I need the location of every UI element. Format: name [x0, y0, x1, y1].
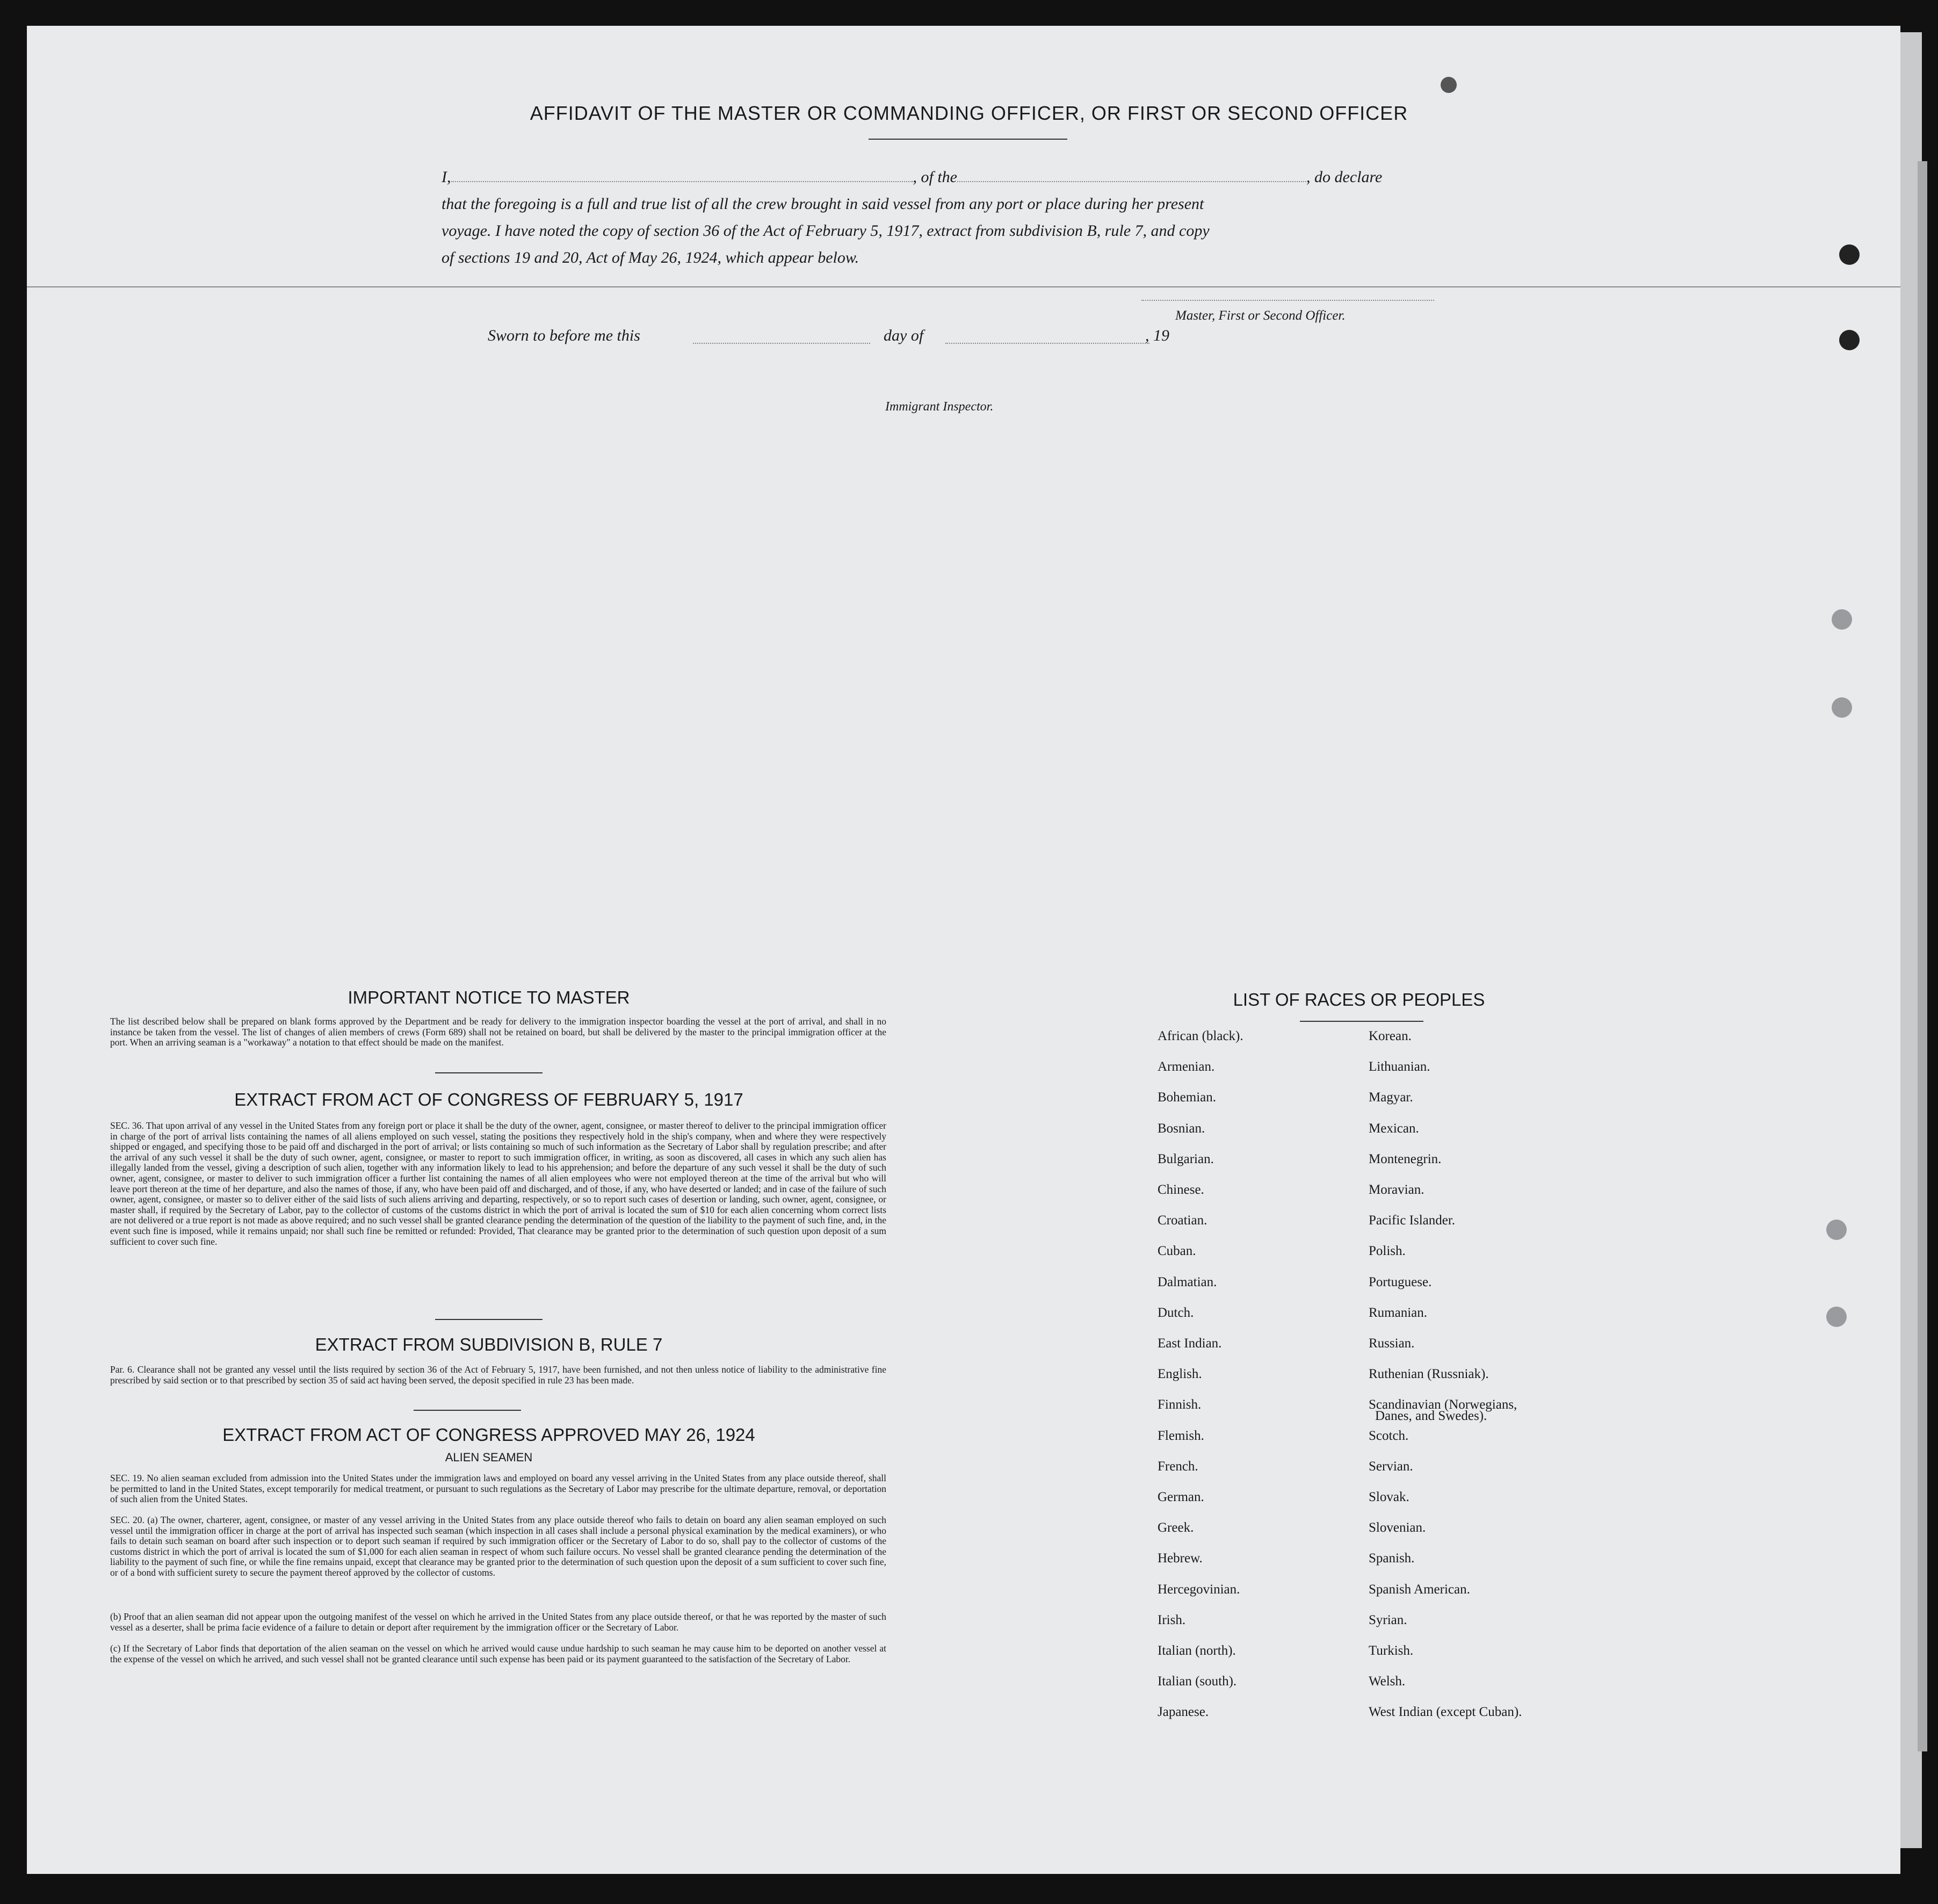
- extract-1924-sec19: SEC. 19. No alien seaman excluded from admission into the United States under the immigration laws and employed on board any vessel arriving in the United States from any place outside thereof, shall be permitted to land in the United States, except temporarily for medical treatment, or pursuant to such regulations as the Secretary of Labor may prescribe for the ultimate departure, removal, or deportation of such alien from the United States.: [110, 1473, 886, 1505]
- binder-hole-icon: [1839, 244, 1860, 265]
- document-page: [27, 26, 1900, 1874]
- declaration-line-2: that the foregoing is a full and true list of all the crew brought in said vessel from any port or place during her present: [442, 195, 1204, 213]
- vessel-blank[interactable]: [957, 181, 1306, 182]
- year-label: , 19: [1145, 327, 1169, 344]
- master-signature-label: Master, First or Second Officer.: [1175, 308, 1346, 323]
- race-item: West Indian (except Cuban).: [1369, 1705, 1522, 1720]
- race-item: Dalmatian.: [1158, 1274, 1217, 1289]
- notice-text: The list described below shall be prepared on blank forms approved by the Department and be ready for delivery to the immigration inspector boarding the vessel at the port of arrival, and shall in no instance be taken from the vessel. The list of changes of alien members of crews (Form 689) shall not be retained on board, but shall be delivered by the master to the principal immigration officer at the port. When an arriving seaman is a "workaway" a notation to that effect should be made on the manifest.: [110, 1016, 886, 1048]
- race-item: East Indian.: [1158, 1336, 1222, 1351]
- race-item: Spanish American.: [1369, 1582, 1470, 1597]
- race-item: French.: [1158, 1459, 1198, 1474]
- races-underline: [1300, 1021, 1423, 1022]
- affidavit-title: AFFIDAVIT OF THE MASTER OR COMMANDING OFFICER, OR FIRST OR SECOND OFFICER: [530, 102, 1408, 124]
- day-of-label: day of: [884, 327, 924, 344]
- binder-hole-icon: [1826, 1307, 1847, 1327]
- extract-1924-sec20a: SEC. 20. (a) The owner, charterer, agent, consignee, or master of any vessel arriving in the United States from any place outside thereof who fails to detain on board any alien seaman employed on such vessel until the immigration officer in charge at the port of arrival has inspected such seaman (which inspection in all cases shall include a personal physical examination by the medical examiners), or who fails to detain such seaman on board after such inspection or to deport such seaman if required by such immigration officer or the Secretary of Labor to do so, shall pay to the collector of customs of the customs district in which the port of arrival is located the sum of $1,000 for each alien seaman in respect of whom such failure occurs. No vessel shall be granted clearance pending the determination of the liability to the payment of such fine, or while the fine remains unpaid, except that clearance may be granted prior to the determination of such question upon the deposit of a sum sufficient to cover such fine, or of a bond with sufficient surety to secure the payment thereof approved by the collector of customs.: [110, 1514, 886, 1578]
- page-fold-line: [27, 286, 1900, 287]
- race-item: Moravian.: [1369, 1182, 1424, 1197]
- race-item: Montenegrin.: [1369, 1151, 1442, 1166]
- declaration-line-3: voyage. I have noted the copy of section 36 of the Act of February 5, 1917, extract from subdivision B, rule 7, and copy: [442, 222, 1210, 240]
- race-item: Bohemian.: [1158, 1090, 1217, 1105]
- race-item: Hebrew.: [1158, 1551, 1203, 1566]
- race-item: Cuban.: [1158, 1244, 1196, 1259]
- race-item: Italian (south).: [1158, 1674, 1237, 1689]
- race-item: Slovak.: [1369, 1490, 1409, 1504]
- race-item: Portuguese.: [1369, 1274, 1432, 1289]
- race-item: Flemish.: [1158, 1428, 1204, 1443]
- binder-hole-icon: [1832, 609, 1852, 630]
- declaration: [442, 164, 1473, 271]
- declaration-line-4: of sections 19 and 20, Act of May 26, 1924, which appear below.: [442, 249, 859, 266]
- race-item: Chinese.: [1158, 1182, 1204, 1197]
- extract-1924-heading: EXTRACT FROM ACT OF CONGRESS APPROVED MAY 26, 1924: [222, 1425, 755, 1445]
- extract-1917-heading: EXTRACT FROM ACT OF CONGRESS OF FEBRUARY 5, 1917: [234, 1090, 743, 1109]
- race-item: Syrian.: [1369, 1612, 1407, 1627]
- race-item: Irish.: [1158, 1612, 1186, 1627]
- race-item: Ruthenian (Russniak).: [1369, 1367, 1489, 1382]
- race-item: Magyar.: [1369, 1090, 1413, 1105]
- declaration-line-1: [442, 164, 1473, 191]
- race-item: Greek.: [1158, 1520, 1194, 1535]
- race-item: German.: [1158, 1490, 1204, 1504]
- race-item: Slovenian.: [1369, 1520, 1426, 1535]
- binder-hole-icon: [1832, 697, 1852, 718]
- race-item: Polish.: [1369, 1244, 1406, 1259]
- race-item: Mexican.: [1369, 1121, 1419, 1136]
- underlying-page-edge: [1918, 161, 1927, 1751]
- binder-hole-icon: [1441, 77, 1457, 93]
- race-item: Scandinavian (Norwegians,: [1369, 1397, 1517, 1412]
- name-blank[interactable]: [451, 181, 913, 182]
- race-item: Finnish.: [1158, 1397, 1202, 1412]
- binder-hole-icon: [1839, 330, 1860, 350]
- race-item-continuation: Danes, and Swedes).: [1375, 1409, 1487, 1423]
- race-item: Welsh.: [1369, 1674, 1406, 1689]
- section-divider: [435, 1319, 543, 1320]
- race-item: Japanese.: [1158, 1705, 1209, 1720]
- race-item: English.: [1158, 1367, 1202, 1382]
- race-item: Bosnian.: [1158, 1121, 1205, 1136]
- race-item: Spanish.: [1369, 1551, 1415, 1566]
- race-item: Croatian.: [1158, 1213, 1207, 1228]
- declaration-do-declare: , do declare: [1306, 168, 1383, 186]
- race-item: Russian.: [1369, 1336, 1415, 1351]
- declaration-of-the: , of the: [913, 168, 957, 186]
- race-item: Dutch.: [1158, 1305, 1194, 1320]
- race-item: Italian (north).: [1158, 1643, 1236, 1658]
- race-item: Lithuanian.: [1369, 1059, 1430, 1074]
- notice-heading: IMPORTANT NOTICE TO MASTER: [348, 987, 630, 1007]
- race-item: Hercegovinian.: [1158, 1582, 1240, 1597]
- binder-hole-icon: [1826, 1220, 1847, 1240]
- races-heading: LIST OF RACES OR PEOPLES: [1233, 990, 1485, 1009]
- sworn-label: Sworn to before me this: [488, 327, 640, 344]
- extract-rule7-heading: EXTRACT FROM SUBDIVISION B, RULE 7: [315, 1335, 663, 1354]
- race-item: Rumanian.: [1369, 1305, 1428, 1320]
- race-item: Armenian.: [1158, 1059, 1215, 1074]
- sworn-month-blank[interactable]: [945, 343, 1149, 344]
- extract-1924-sec20b: (b) Proof that an alien seaman did not appear upon the outgoing manifest of the vessel on which he arrived in the United States from any place outside thereof, or that he was reported by the master of such vessel as a deserter, shall be prima facie evidence of a failure to detain or deport after requirement by the immigration officer or the Secretary of Labor.: [110, 1611, 886, 1633]
- race-item: Turkish.: [1369, 1643, 1414, 1658]
- race-item: Scotch.: [1369, 1428, 1409, 1443]
- extract-1924-sec20c: (c) If the Secretary of Labor finds that deportation of the alien seaman on the vessel on which he arrived would cause undue hardship to such seaman he may cause him to be deported on another vessel at the expense of the vessel on which he arrived, and such vessel shall not be granted clearance until such expense has been paid or its payment guaranteed to the satisfaction of the Secretary of Labor.: [110, 1643, 886, 1664]
- extract-1924-subheading: ALIEN SEAMEN: [445, 1451, 533, 1464]
- section-divider: [414, 1410, 521, 1411]
- race-item: Servian.: [1369, 1459, 1413, 1474]
- signature-line[interactable]: [1141, 300, 1434, 301]
- race-item: Pacific Islander.: [1369, 1213, 1456, 1228]
- race-item: African (black).: [1158, 1029, 1243, 1043]
- section-divider: [435, 1072, 543, 1073]
- inspector-label: Immigrant Inspector.: [885, 400, 994, 414]
- extract-rule7-text: Par. 6. Clearance shall not be granted any vessel until the lists required by section 36 of the Act of February 5, 1917, have been furnished, and not then unless notice of liability to the administrative fine prescribed by said section or to that prescribed by section 35 of said act having been served, the deposit specified in rule 23 has been made.: [110, 1364, 886, 1386]
- declaration-i: I,: [442, 168, 451, 186]
- race-item: Korean.: [1369, 1029, 1412, 1043]
- race-item: Bulgarian.: [1158, 1151, 1214, 1166]
- extract-1917-text: SEC. 36. That upon arrival of any vessel in the United States from any foreign port or place it shall be the duty of the owner, agent, consignee, or master thereof to deliver to the principal immigration officer in charge of the port of arrival lists containing the names of all aliens employed on such vessel, stating the positions they respectively hold in the ship's company, when and where they were respectively shipped or engaged, and specifying those to be paid off and discharged in the port of arrival; or lists containing so much of such information as the Secretary of Labor shall by regulation prescribe; and after the arrival of any such vessel it shall be the duty of such owner, agent, consignee, or master to report to such immigration officer, in writing, as soon as discovered, all cases in which any such alien has illegally landed from the vessel, giving a description of such alien, together with any information likely to lead to his apprehension; and before the departure of any such vessel it shall be the duty of such owner, agent, consignee, or master to deliver to such immigration officer a further list containing the names of all alien employees who were not employed thereon at the time of the arrival but who will leave port thereon at the time of her departure, and also the names of those, if any, who have been paid off and discharged, and of those, if any, who have deserted or landed; and in case of the failure of such owner, agent, consignee, or master so to deliver either of the said lists of such aliens arriving and departing, respectively, or so to report such cases of desertion or landing, such owner, agent, consignee, or master shall, if required by the Secretary of Labor, pay to the collector of customs of the customs district in which the port of arrival is located the sum of $10 for each alien concerning whom correct lists are not delivered or a true report is not made as above required; and no such vessel shall be granted clearance pending the determination of the question of the liability to the payment of such fine, and, in the event such fine is imposed, while it remains unpaid; nor shall such fine be remitted or refunded: Provided, That clearance may be granted prior to the determination of such question upon deposit of a sum sufficient to cover such fine.: [110, 1120, 886, 1247]
- sworn-day-blank[interactable]: [693, 343, 870, 344]
- title-underline: [869, 139, 1067, 140]
